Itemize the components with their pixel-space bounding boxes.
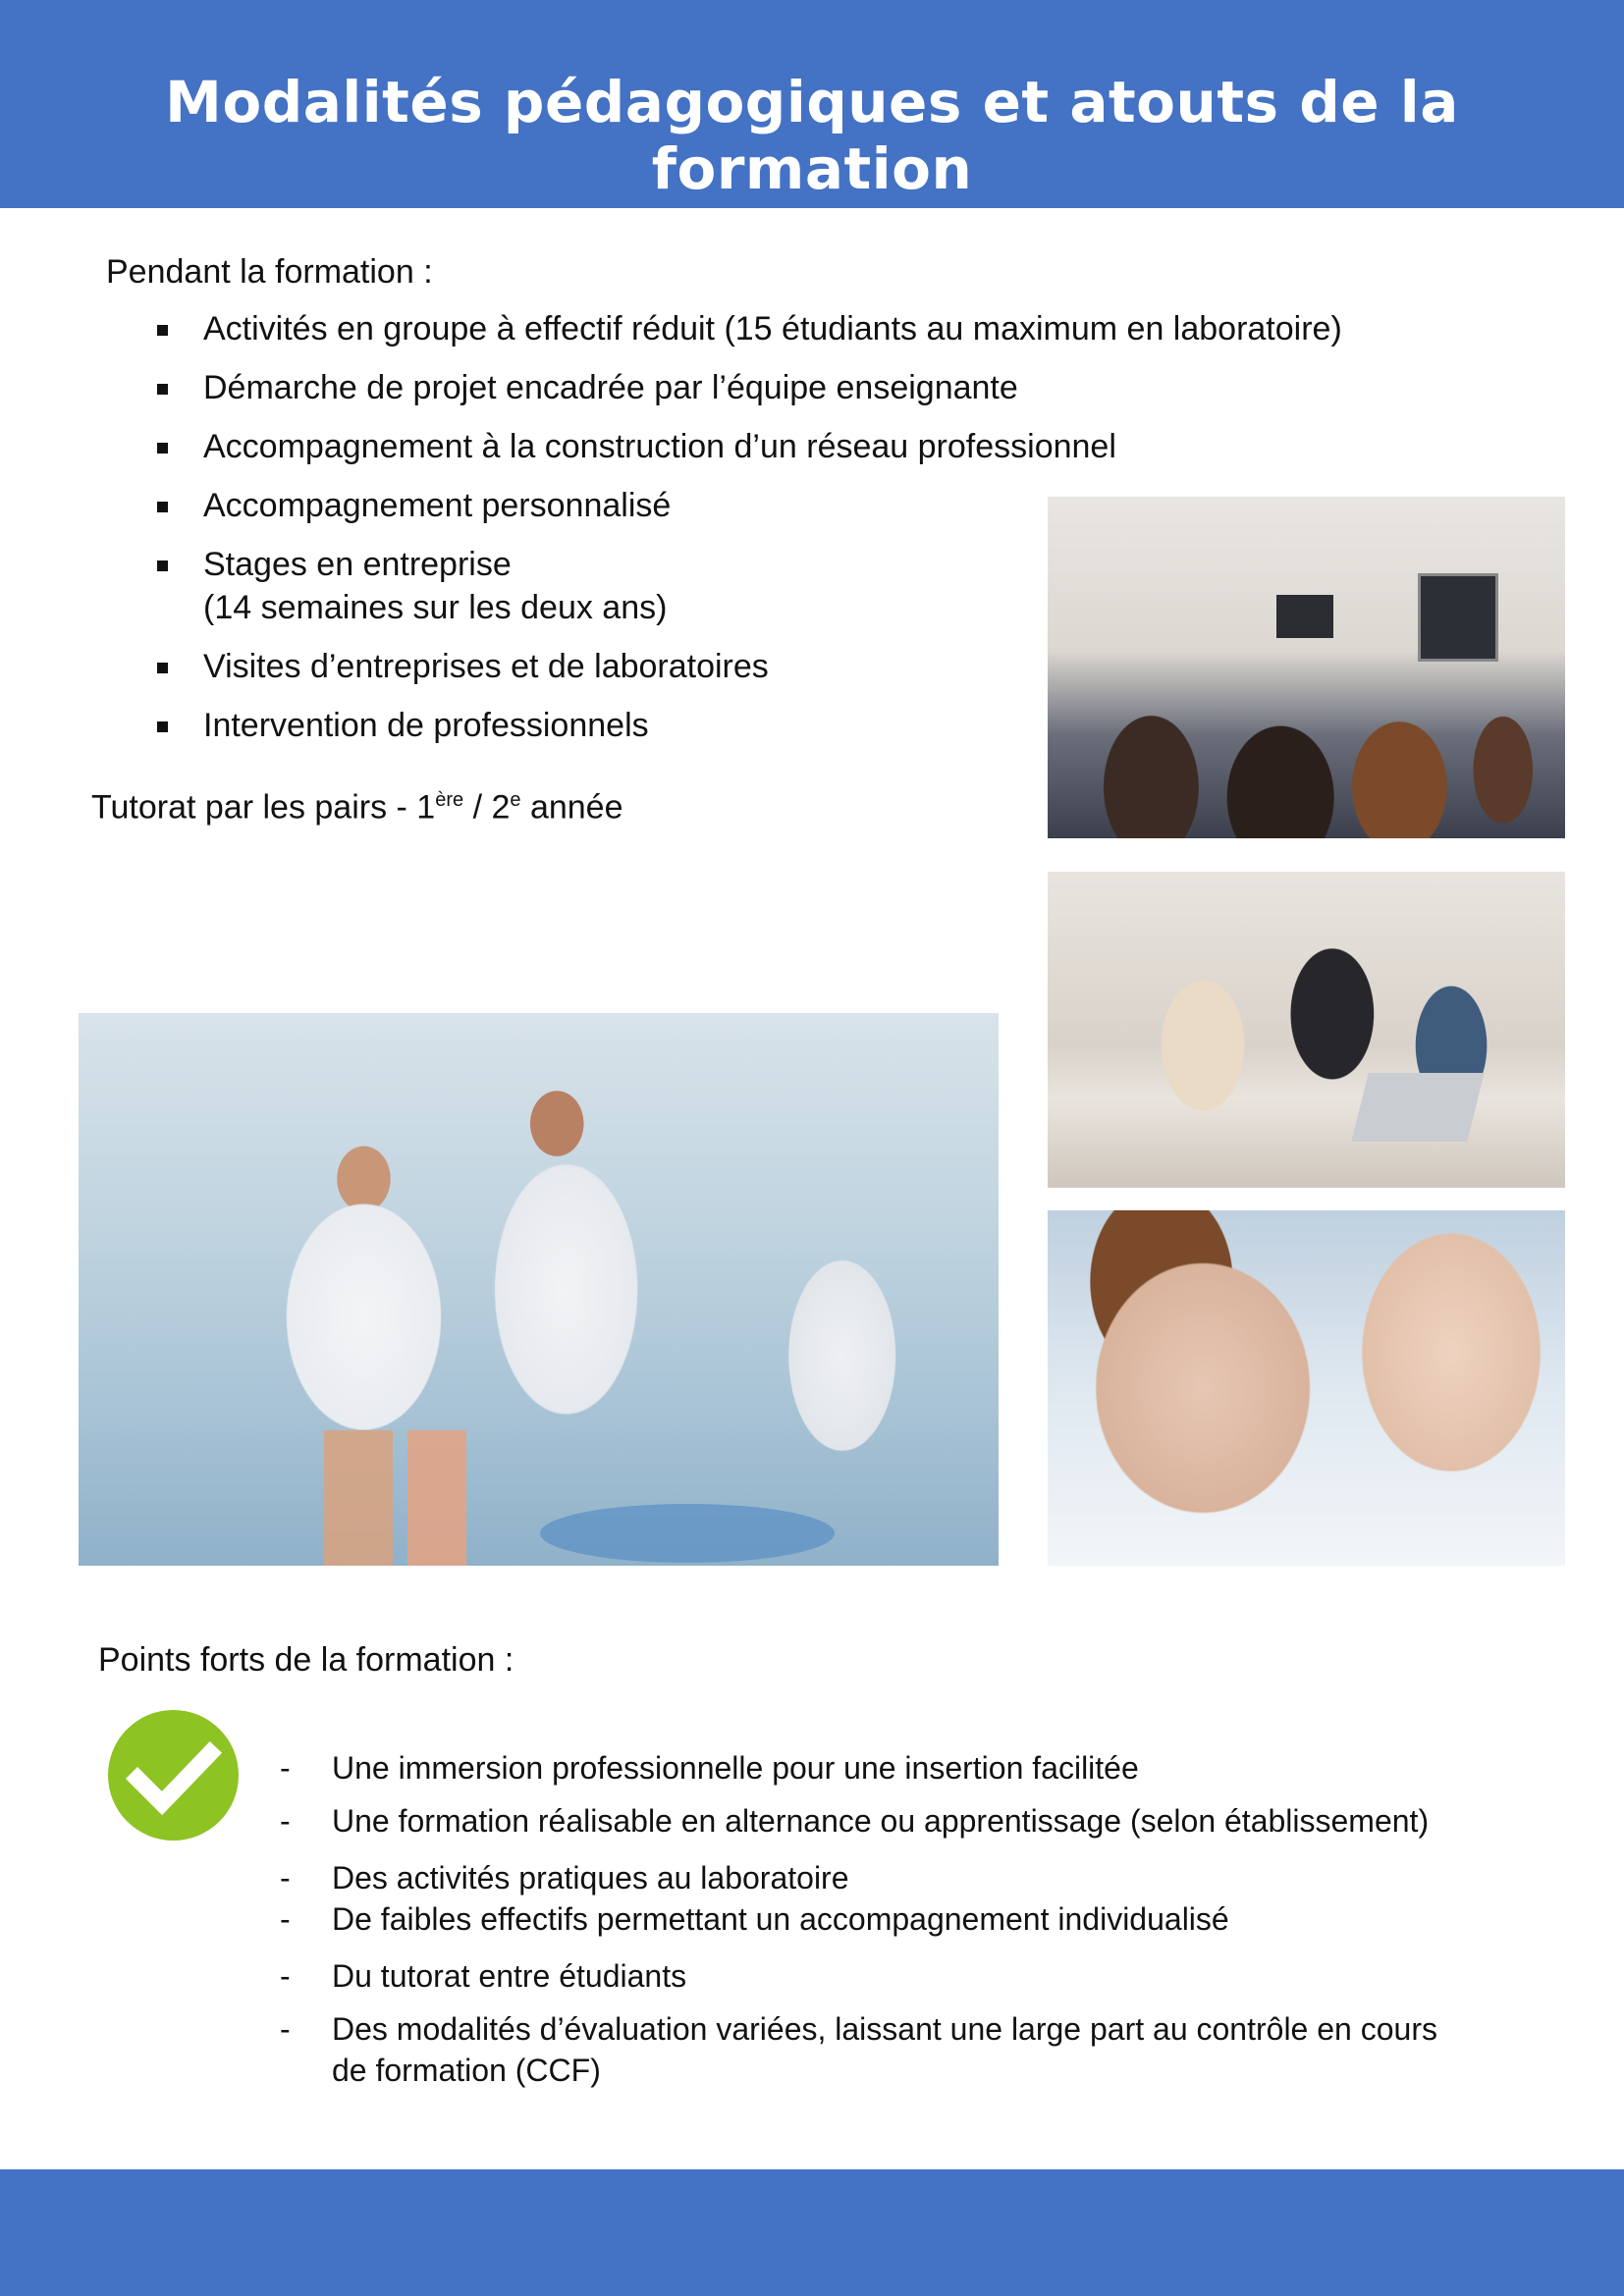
list-item: - Du tutorat entre étudiants xyxy=(280,1955,1556,1997)
lab-closeup-photo xyxy=(1048,1210,1565,1566)
list-item: - Des modalités d’évaluation variées, laissant une large part au contrôle en cours de formation (CCF) xyxy=(280,2008,1556,2091)
square-bullet-icon xyxy=(157,502,168,512)
list-item-continuation: de formation (CCF) xyxy=(332,2053,601,2088)
classroom-photo xyxy=(1048,497,1565,838)
dash-bullet: - xyxy=(280,1750,291,1786)
square-bullet-icon xyxy=(157,663,168,673)
list-item: Stages en entreprise (14 semaines sur les deux ans) xyxy=(157,543,1532,629)
square-bullet-icon xyxy=(157,325,168,336)
square-bullet-icon xyxy=(157,443,168,454)
points-forts-list xyxy=(280,1747,1556,2091)
square-bullet-icon xyxy=(157,721,168,732)
section-title-points-forts: Points forts de la formation : xyxy=(98,1641,514,1679)
page-header xyxy=(0,0,1624,208)
list-item: Accompagnement à la construction d’un réseau professionnel xyxy=(157,425,1532,468)
page-title: Modalités pédagogiques et atouts de la formation xyxy=(165,69,1459,202)
list-item: Activités en groupe à effectif réduit (15 étudiants au maximum en laboratoire) xyxy=(157,307,1532,350)
dash-bullet: - xyxy=(280,1901,291,1937)
list-item: - Des activités pratiques au laboratoire xyxy=(280,1857,1556,1898)
dash-bullet: - xyxy=(280,1860,291,1896)
list-item: Accompagnement personnalisé xyxy=(157,484,1532,527)
list-item: - De faibles effectifs permettant un accompagnement individualisé xyxy=(280,1898,1556,1940)
list-item: Intervention de professionnels xyxy=(157,704,1532,747)
list-item: - Une immersion professionnelle pour une insertion facilitée xyxy=(280,1747,1556,1789)
tutorat-line: Tutorat par les pairs - 1ère / 2e année xyxy=(91,788,623,827)
section-title-pendant: Pendant la formation : xyxy=(106,253,433,291)
stage-detail: (14 semaines sur les deux ans) xyxy=(203,589,668,626)
list-item: Démarche de projet encadrée par l’équipe enseignante xyxy=(157,366,1532,409)
list-item: Visites d’entreprises et de laboratoires xyxy=(157,645,1532,688)
dash-bullet: - xyxy=(280,1803,291,1839)
square-bullet-icon xyxy=(157,384,168,395)
page-footer xyxy=(0,2169,1624,2296)
dash-bullet: - xyxy=(280,2011,291,2047)
check-circle-icon xyxy=(108,1710,239,1841)
students-laptop-photo xyxy=(1048,872,1565,1188)
square-bullet-icon xyxy=(157,561,168,571)
laboratory-photo xyxy=(79,1013,999,1566)
list-item: - Une formation réalisable en alternance ou apprentissage (selon établissement) xyxy=(280,1800,1556,1842)
dash-bullet: - xyxy=(280,1958,291,1994)
